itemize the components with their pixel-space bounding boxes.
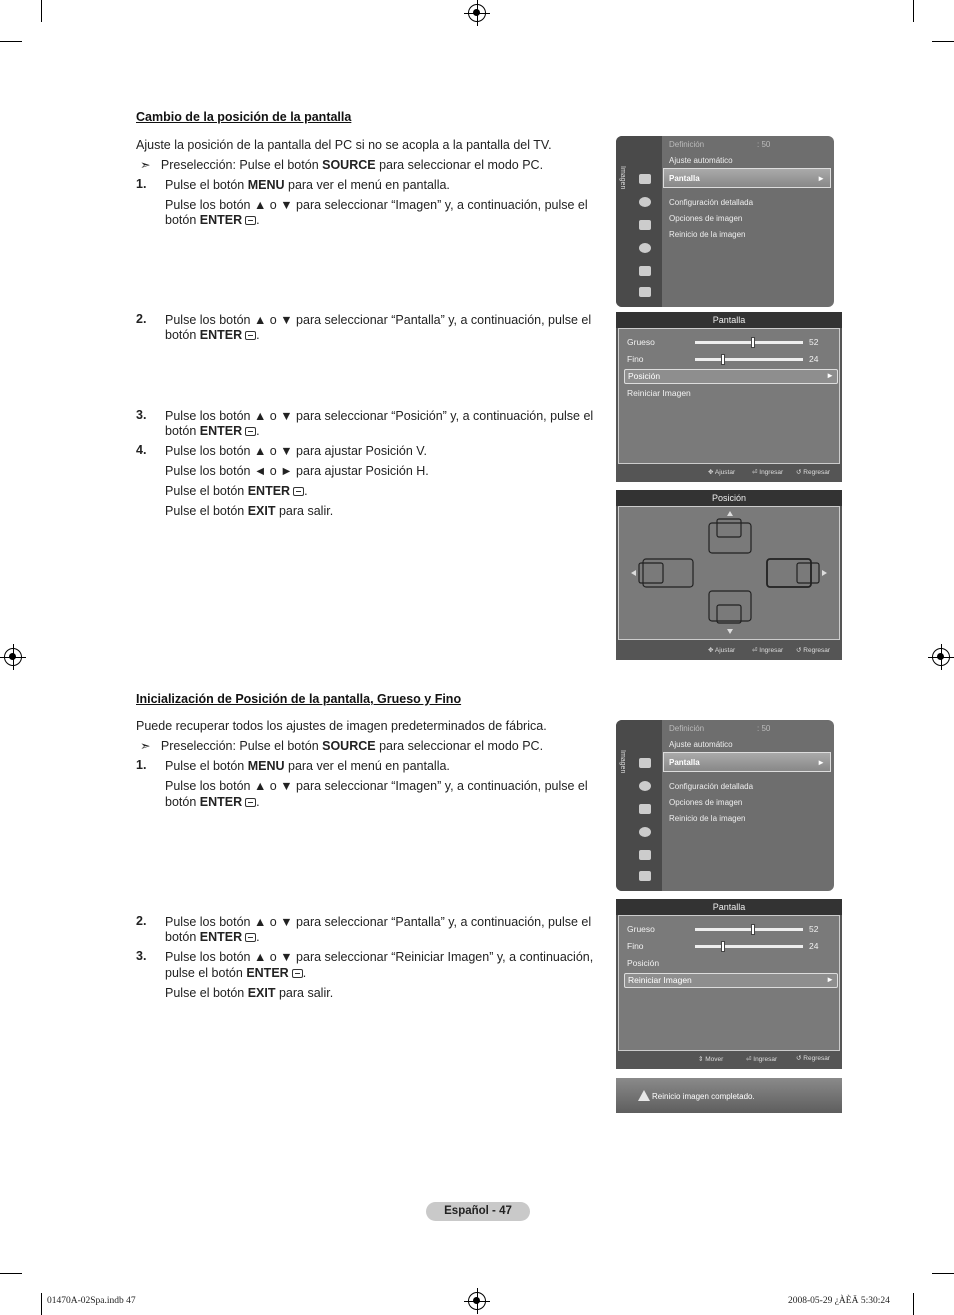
step-text: botón ENTER . [165, 795, 260, 809]
menu-item-ajuste-automatico[interactable]: Ajuste automático [669, 156, 733, 165]
step-text: Pulse el botón MENU para ver el menú en pantalla. [165, 178, 450, 192]
menu-item-ajuste-automatico[interactable]: Ajuste automático [669, 740, 733, 749]
crop-mark [41, 0, 42, 22]
sound-icon [639, 781, 651, 791]
menu-item-configuracion[interactable]: Configuración detallada [669, 782, 754, 791]
osd-imagen-menu [616, 136, 834, 307]
menu-item-definicion[interactable]: Definición [669, 724, 705, 733]
enter-icon [245, 427, 256, 436]
grueso-slider[interactable] [695, 341, 803, 344]
position-diagram [619, 507, 839, 639]
menu-item-opciones[interactable]: Opciones de imagen [669, 798, 743, 807]
menu-item-configuracion[interactable]: Configuración detallada [669, 198, 754, 207]
enter-icon [245, 933, 256, 942]
file-slug: 01470A-02Spa.indb 47 [47, 1296, 136, 1306]
fino-value: 24 [809, 941, 819, 951]
crop-mark [0, 41, 22, 42]
step-text: botón ENTER . [165, 213, 260, 227]
pantalla-panel [616, 899, 842, 1069]
intro-text: Ajuste la posición de la pantalla del PC si no se acopla a la pantalla del TV. [136, 138, 552, 152]
posicion-item-selected[interactable]: Posición ► [624, 369, 838, 384]
arrow-right-icon: ► [826, 975, 834, 984]
step-number: 3. [136, 408, 147, 422]
crop-mark [932, 41, 954, 42]
registration-mark-icon [468, 1292, 486, 1310]
menu-item-pantalla-selected[interactable]: Pantalla ► [663, 168, 831, 188]
step-text: Pulse los botón ▲ o ▼ para seleccionar “Imagen” y, a continuación, pulse el [165, 198, 588, 212]
pantalla-panel [616, 312, 842, 482]
step-text: Pulse los botón ▲ o ▼ para seleccionar “Reiniciar Imagen” y, a continuación, [165, 950, 594, 964]
arrow-right-icon: ► [817, 174, 825, 183]
channel-icon [639, 804, 651, 814]
fino-slider[interactable] [695, 358, 803, 361]
menu-item-definicion[interactable]: Definición [669, 140, 705, 149]
panel-title: Pantalla [616, 312, 842, 328]
step-text: Pulse los botón ▲ o ▼ para ajustar Posición V. [165, 444, 427, 458]
arrow-right-icon: ► [826, 371, 834, 380]
reiniciar-item-selected[interactable]: Reiniciar Imagen ► [624, 973, 838, 988]
step-text: Pulse el botón EXIT para salir. [165, 504, 334, 518]
step-text: Pulse el botón ENTER . [165, 484, 308, 498]
step-text: botón ENTER . [165, 424, 260, 438]
step-text: Pulse los botón ◄ o ► para ajustar Posición H. [165, 464, 429, 478]
fino-slider[interactable] [695, 945, 803, 948]
hint-regresar: ↺ Regresar [796, 469, 830, 476]
crop-mark [913, 0, 914, 22]
section-title: Inicialización de Posición de la pantalla, Grueso y Fino [136, 692, 462, 706]
step-text: pulse el botón ENTER . [165, 966, 307, 980]
setup-gear-icon [639, 827, 651, 837]
menu-item-value: : 50 [757, 724, 771, 733]
grueso-label: Grueso [627, 924, 655, 934]
menu-item-pantalla-selected[interactable]: Pantalla ► [663, 752, 831, 772]
enter-icon [245, 331, 256, 340]
step-number: 2. [136, 914, 147, 928]
step-text: Pulse los botón ▲ o ▼ para seleccionar “Pantalla” y, a continuación, pulse el [165, 313, 592, 327]
posicion-item[interactable]: Posición [627, 958, 660, 968]
menu-item-reinicio[interactable]: Reinicio de la imagen [669, 814, 746, 823]
menu-item-value: : 50 [757, 140, 771, 149]
picture-icon [639, 174, 651, 184]
hint-ingresar: ⏎ Ingresar [752, 469, 784, 476]
preselect-note: ➣ Preselección: Pulse el botón SOURCE para seleccionar el modo PC. [140, 158, 544, 172]
enter-icon [292, 969, 303, 978]
setup-gear-icon [639, 243, 651, 253]
crop-mark [913, 1293, 914, 1315]
page-number: Español - 47 [426, 1202, 530, 1221]
input-icon [639, 850, 651, 860]
fino-value: 24 [809, 354, 819, 364]
enter-icon [245, 216, 256, 225]
fino-label: Fino [627, 941, 644, 951]
timestamp-slug: 2008-05-29 ¿ÀÈÄ 5:30:24 [788, 1296, 890, 1306]
reiniciar-item[interactable]: Reiniciar Imagen [627, 388, 691, 398]
posicion-panel [616, 490, 842, 660]
step-text: Pulse los botón ▲ o ▼ para seleccionar “Posición” y, a continuación, pulse el [165, 409, 594, 423]
menu-item-reinicio[interactable]: Reinicio de la imagen [669, 230, 746, 239]
crop-mark [932, 1273, 954, 1274]
step-number: 1. [136, 758, 147, 772]
menu-item-opciones[interactable]: Opciones de imagen [669, 214, 743, 223]
step-text: botón ENTER . [165, 930, 260, 944]
menu-side-label: Imagen [619, 750, 626, 774]
grueso-slider[interactable] [695, 928, 803, 931]
step-text: botón ENTER . [165, 328, 260, 342]
intro-text: Puede recuperar todos los ajustes de imagen predeterminados de fábrica. [136, 719, 547, 733]
registration-mark-icon [468, 4, 486, 22]
hint-ingresar: ⏎ Ingresar [752, 647, 784, 654]
reset-complete-notice: Reinicio imagen completado. [616, 1078, 842, 1113]
hint-regresar: ↺ Regresar [796, 647, 830, 654]
hint-regresar: ↺ Regresar [796, 1055, 830, 1062]
enter-icon [245, 798, 256, 807]
panel-title: Pantalla [616, 899, 842, 915]
application-icon [639, 871, 651, 881]
arrow-right-icon: ► [817, 758, 825, 767]
step-number: 2. [136, 312, 147, 326]
osd-imagen-menu [616, 720, 834, 891]
grueso-label: Grueso [627, 337, 655, 347]
step-number: 3. [136, 949, 147, 963]
hint-ajustar: ✥ Ajustar [708, 647, 736, 654]
hint-ajustar: ✥ Ajustar [708, 469, 736, 476]
channel-icon [639, 220, 651, 230]
step-text: Pulse el botón MENU para ver el menú en pantalla. [165, 759, 450, 773]
hint-ingresar: ⏎ Ingresar [746, 1056, 778, 1063]
step-number: 1. [136, 177, 147, 191]
crop-mark [41, 1293, 42, 1315]
preselect-note: ➣ Preselección: Pulse el botón SOURCE para seleccionar el modo PC. [140, 739, 544, 753]
registration-mark-icon [4, 648, 22, 666]
picture-icon [639, 758, 651, 768]
section-title: Cambio de la posición de la pantalla [136, 110, 352, 124]
enter-icon [293, 487, 304, 496]
input-icon [639, 266, 651, 276]
application-icon [639, 287, 651, 297]
panel-title: Posición [616, 490, 842, 506]
crop-mark [0, 1273, 22, 1274]
hint-mover: ⇕ Mover [698, 1056, 724, 1063]
menu-side-label: Imagen [619, 166, 626, 190]
grueso-value: 52 [809, 337, 819, 347]
sound-icon [639, 197, 651, 207]
step-text: Pulse los botón ▲ o ▼ para seleccionar “Pantalla” y, a continuación, pulse el [165, 915, 592, 929]
fino-label: Fino [627, 354, 644, 364]
grueso-value: 52 [809, 924, 819, 934]
step-text: Pulse el botón EXIT para salir. [165, 986, 334, 1000]
warning-icon [638, 1090, 650, 1101]
step-text: Pulse los botón ▲ o ▼ para seleccionar “Imagen” y, a continuación, pulse el [165, 779, 588, 793]
step-number: 4. [136, 443, 147, 457]
registration-mark-icon [932, 648, 950, 666]
